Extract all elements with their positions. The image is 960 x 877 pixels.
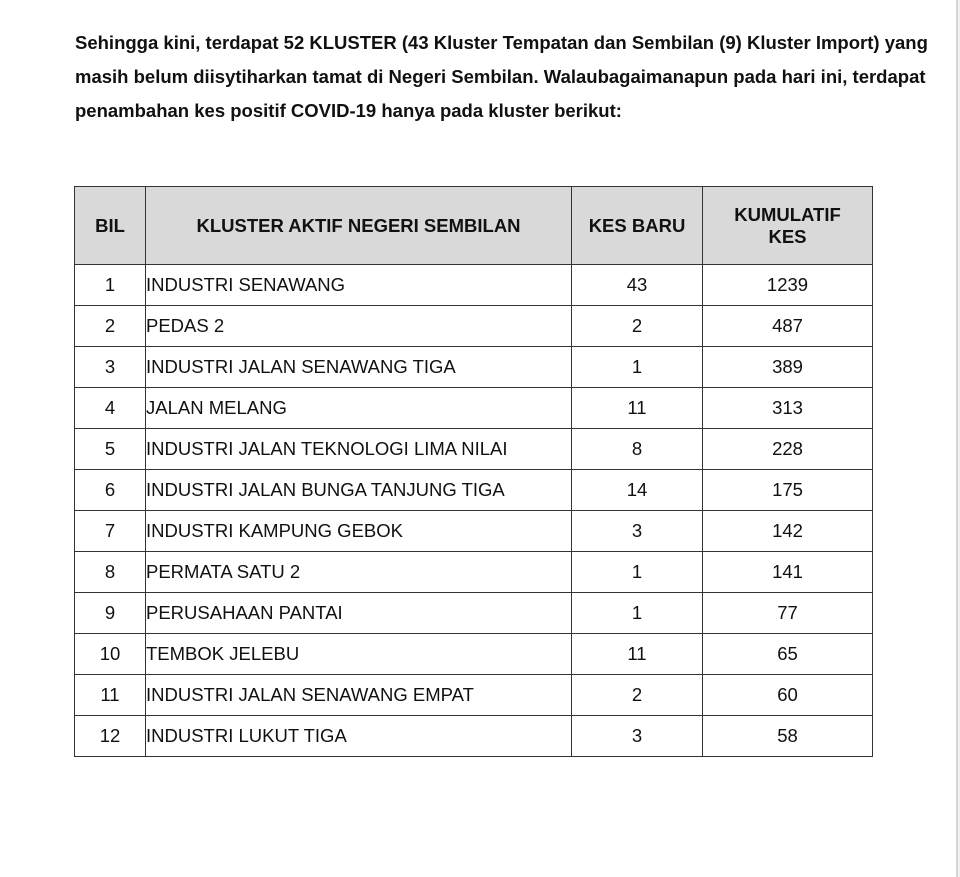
header-kumulatif bbox=[703, 187, 873, 265]
table-header-row bbox=[75, 187, 873, 265]
cell-kluster: INDUSTRI LUKUT TIGA bbox=[146, 716, 572, 757]
cell-kumulatif: 313 bbox=[703, 388, 873, 429]
cell-bil: 2 bbox=[75, 306, 146, 347]
table-row bbox=[75, 388, 873, 429]
cell-kluster: INDUSTRI JALAN SENAWANG EMPAT bbox=[146, 675, 572, 716]
cell-kumulatif: 141 bbox=[703, 552, 873, 593]
header-kumulatif-line2: KES bbox=[768, 225, 807, 247]
cell-bil: 6 bbox=[75, 470, 146, 511]
cell-kluster: PERMATA SATU 2 bbox=[146, 552, 572, 593]
cell-kes-baru: 43 bbox=[572, 265, 703, 306]
cell-kumulatif: 1239 bbox=[703, 265, 873, 306]
table-row bbox=[75, 347, 873, 388]
table-row bbox=[75, 470, 873, 511]
cell-kluster: JALAN MELANG bbox=[146, 388, 572, 429]
header-bil: BIL bbox=[75, 187, 146, 265]
cell-kes-baru: 1 bbox=[572, 347, 703, 388]
cell-kluster: PERUSAHAAN PANTAI bbox=[146, 593, 572, 634]
cell-kumulatif: 77 bbox=[703, 593, 873, 634]
cell-kluster: INDUSTRI SENAWANG bbox=[146, 265, 572, 306]
cell-kes-baru: 1 bbox=[572, 593, 703, 634]
table-row bbox=[75, 593, 873, 634]
cell-kumulatif: 65 bbox=[703, 634, 873, 675]
cell-kes-baru: 11 bbox=[572, 388, 703, 429]
cell-bil: 8 bbox=[75, 552, 146, 593]
cell-kumulatif: 228 bbox=[703, 429, 873, 470]
cell-kumulatif: 58 bbox=[703, 716, 873, 757]
table-body bbox=[75, 265, 873, 757]
cell-bil: 9 bbox=[75, 593, 146, 634]
cell-kes-baru: 2 bbox=[572, 675, 703, 716]
cell-bil: 11 bbox=[75, 675, 146, 716]
table-row bbox=[75, 552, 873, 593]
cell-bil: 1 bbox=[75, 265, 146, 306]
cell-kluster: INDUSTRI KAMPUNG GEBOK bbox=[146, 511, 572, 552]
table-row bbox=[75, 675, 873, 716]
cell-kumulatif: 487 bbox=[703, 306, 873, 347]
intro-paragraph: Sehingga kini, terdapat 52 KLUSTER (43 Kluster Tempatan dan Sembilan (9) Kluster Import) yang masih belum diisytiharkan tamat di Negeri Sembilan. Walaubagaimanapun pada hari ini, terdapat penambahan kes positif COVID-19 hanya pada kluster berikut: bbox=[75, 32, 928, 121]
cell-kes-baru: 2 bbox=[572, 306, 703, 347]
table-row bbox=[75, 306, 873, 347]
table-row bbox=[75, 511, 873, 552]
cell-kes-baru: 8 bbox=[572, 429, 703, 470]
cell-bil: 5 bbox=[75, 429, 146, 470]
header-kluster: KLUSTER AKTIF NEGERI SEMBILAN bbox=[146, 187, 572, 265]
cell-kumulatif: 60 bbox=[703, 675, 873, 716]
cell-kluster: TEMBOK JELEBU bbox=[146, 634, 572, 675]
cell-kluster: INDUSTRI JALAN SENAWANG TIGA bbox=[146, 347, 572, 388]
cell-kes-baru: 3 bbox=[572, 716, 703, 757]
table-row bbox=[75, 716, 873, 757]
cell-kumulatif: 175 bbox=[703, 470, 873, 511]
cell-kumulatif: 389 bbox=[703, 347, 873, 388]
cell-kluster: INDUSTRI JALAN TEKNOLOGI LIMA NILAI bbox=[146, 429, 572, 470]
cell-bil: 7 bbox=[75, 511, 146, 552]
table-row bbox=[75, 634, 873, 675]
cell-kluster: PEDAS 2 bbox=[146, 306, 572, 347]
table-row bbox=[75, 265, 873, 306]
cluster-table bbox=[74, 186, 873, 757]
cell-kes-baru: 1 bbox=[572, 552, 703, 593]
cell-kes-baru: 14 bbox=[572, 470, 703, 511]
cell-kluster: INDUSTRI JALAN BUNGA TANJUNG TIGA bbox=[146, 470, 572, 511]
cell-kumulatif: 142 bbox=[703, 511, 873, 552]
cell-bil: 10 bbox=[75, 634, 146, 675]
table-header bbox=[75, 187, 873, 265]
header-kes-baru: KES BARU bbox=[572, 187, 703, 265]
header-kumulatif-line1: KUMULATIF bbox=[734, 203, 841, 225]
cell-bil: 3 bbox=[75, 347, 146, 388]
cell-kes-baru: 3 bbox=[572, 511, 703, 552]
cell-kes-baru: 11 bbox=[572, 634, 703, 675]
cell-bil: 4 bbox=[75, 388, 146, 429]
cell-bil: 12 bbox=[75, 716, 146, 757]
table-row bbox=[75, 429, 873, 470]
